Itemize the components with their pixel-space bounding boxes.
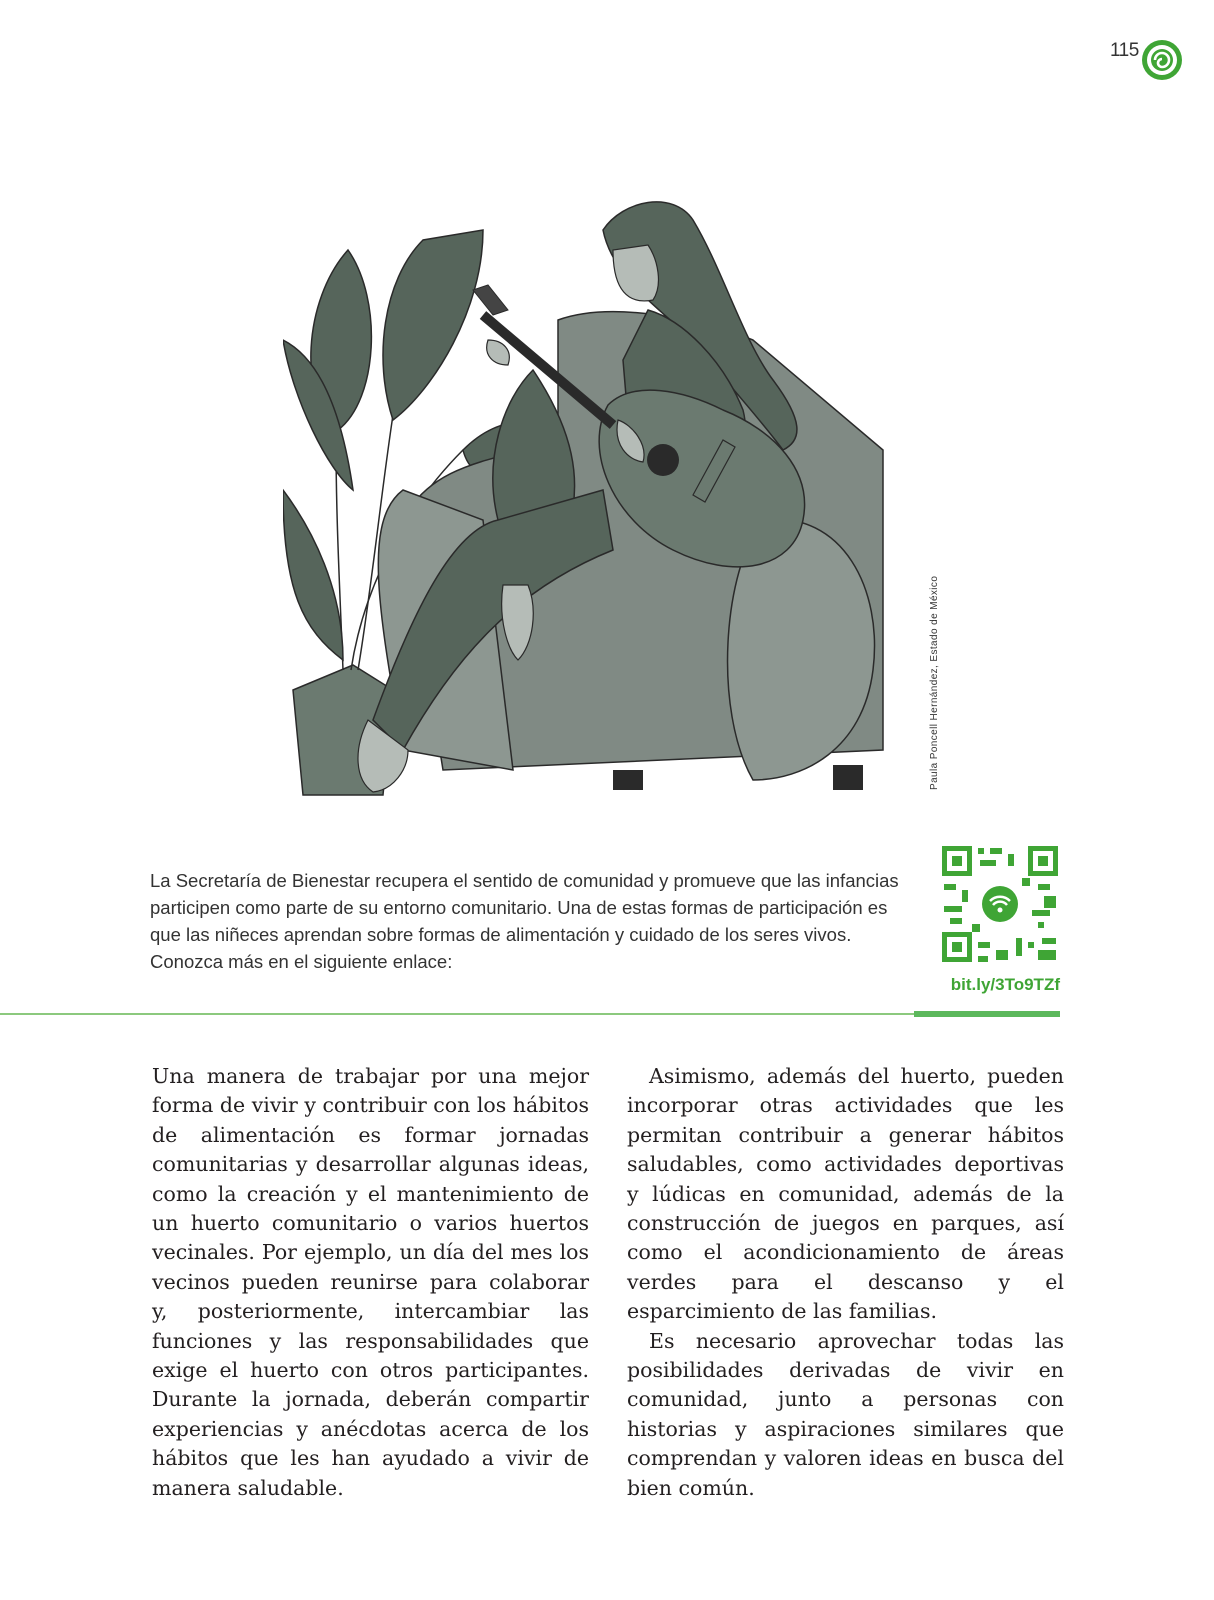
divider-rule <box>0 1013 914 1015</box>
page-number: 115 <box>1110 40 1139 61</box>
divider-accent <box>914 1011 1060 1017</box>
right-paragraph-1: Asimismo, además del huerto, pueden incorporar otras actividades que les permitan contribuir a generar hábitos saludables, como actividades deportivas y lúdicas en comunidad, además de la construcción de juegos en parques, así como el acondicionamiento de áreas verdes para el descanso y el esparcimiento de las familias. <box>627 1064 1064 1324</box>
right-column <box>627 1062 1064 1503</box>
green-spiral-logo-icon <box>1140 38 1184 82</box>
left-column <box>152 1062 589 1503</box>
left-paragraph: Una manera de trabajar por una mejor forma de vivir y contribuir con los hábitos de alimentación es formar jornadas comunitarias y desarrollar algunas ideas, como la creación y el mantenimiento de un huerto comunitario o varios huertos vecinales. Por ejemplo, un día del mes los vecinos pueden reunirse para colaborar y, posteriormente, intercambiar las funciones y las responsabilidades que exige el huerto con otros participantes. Durante la jornada, deberán compartir experiencias y anécdotas acerca de los hábitos que les han ayudado a vivir de manera saludable. <box>152 1064 589 1500</box>
girl-playing-guitar-illustration <box>283 190 910 802</box>
qr-link[interactable]: bit.ly/3To9TZf <box>950 975 1060 994</box>
qr-code-icon[interactable] <box>942 846 1058 962</box>
caption-text: La Secretaría de Bienestar recupera el sentido de comunidad y promueve que las infancias participen como parte de su entorno comunitario. Una de estas formas de participación es que las niñeces aprendan sobre formas de alimentación y cuidado de los seres vivos. Conozca más en el siguiente enlace: <box>150 870 899 972</box>
illustration-credit: Paula Poncell Hernández, Estado de México <box>929 575 940 790</box>
right-paragraph-2: Es necesario aprovechar todas las posibilidades derivadas de vivir en comunidad, junto a personas con historias y aspiraciones similares que comprendan y valoren ideas en busca del bien común. <box>627 1328 1064 1500</box>
